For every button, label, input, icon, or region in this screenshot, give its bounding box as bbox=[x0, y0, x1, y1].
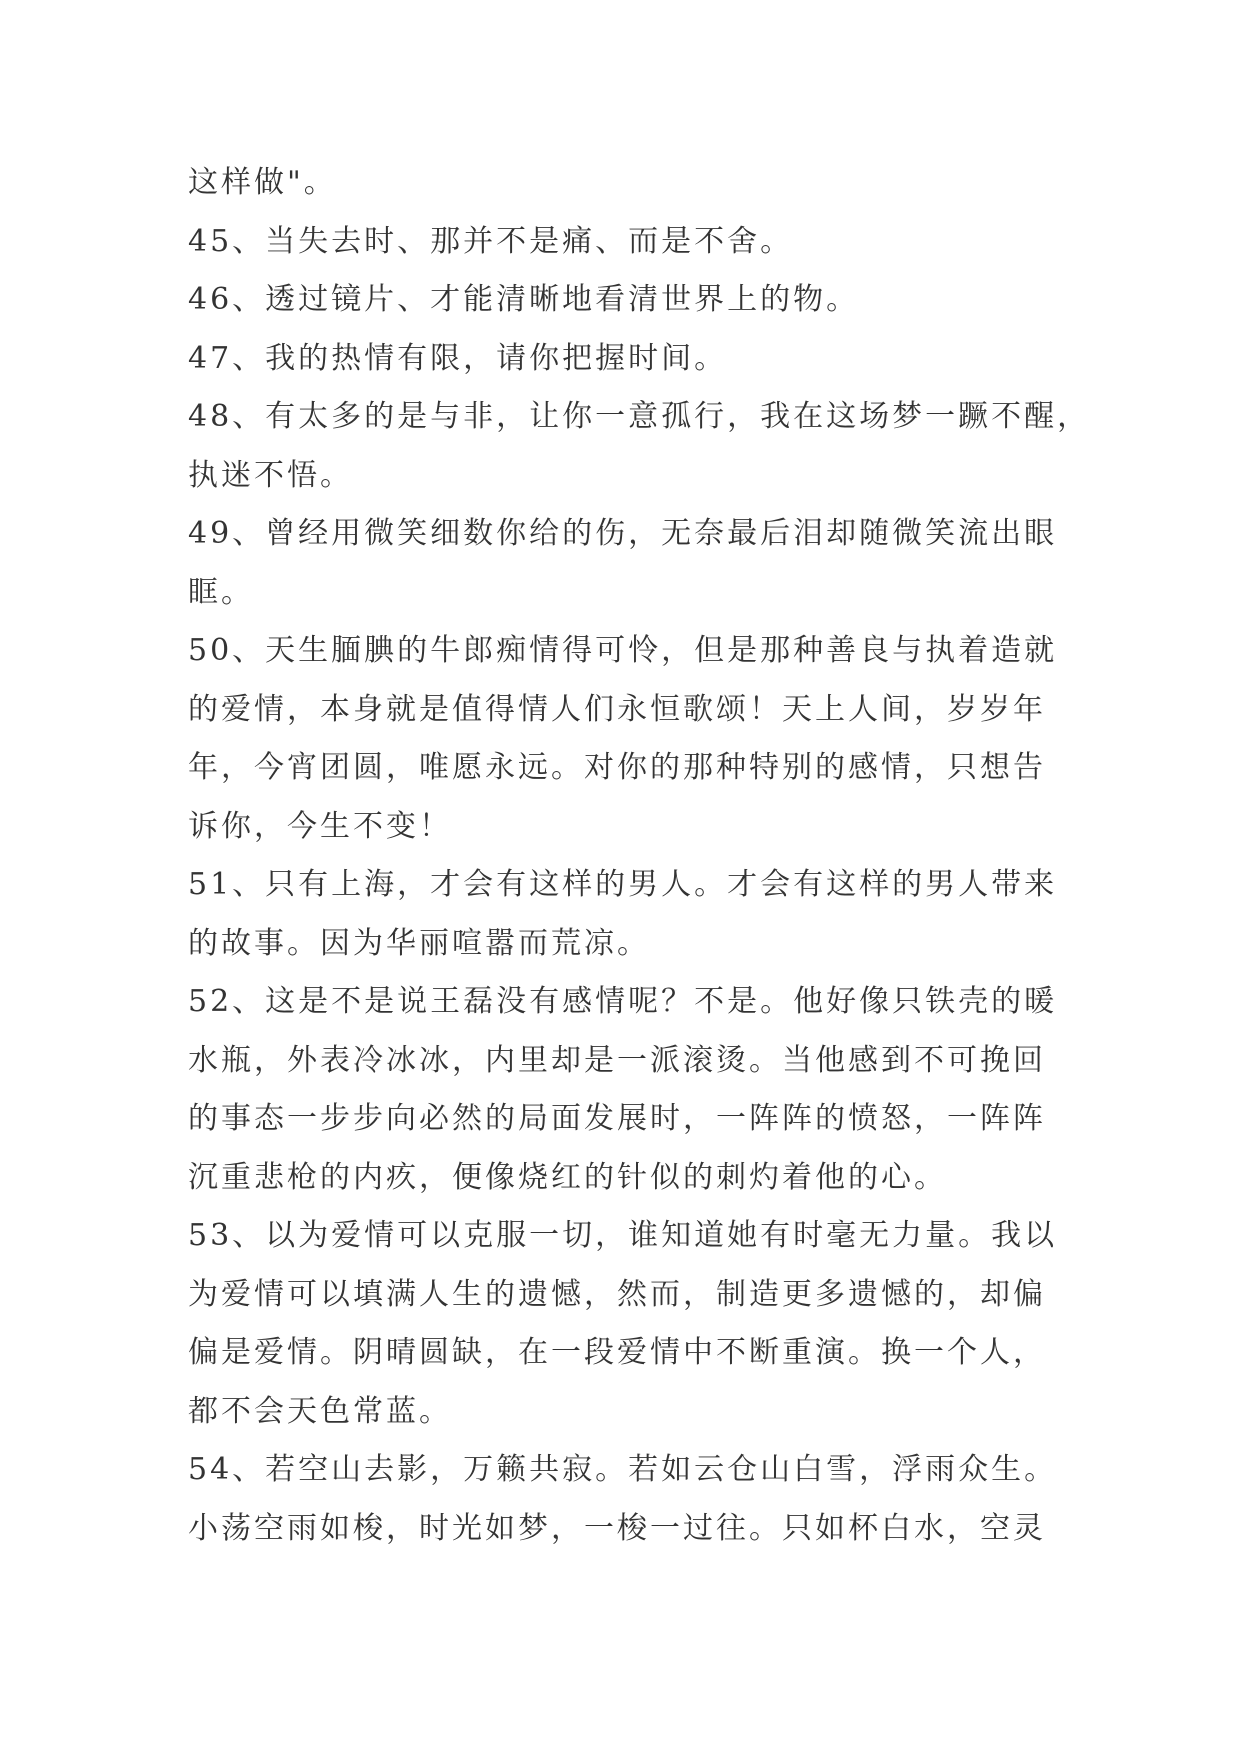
text-line: 54、若空山去影，万籁共寂。若如云仓山白雪，浮雨众生。 bbox=[188, 1452, 1058, 1487]
text-line: 51、只有上海，才会有这样的男人。才会有这样的男人带来 bbox=[188, 867, 1058, 902]
text-line: 诉你，今生不变！ bbox=[188, 808, 452, 844]
text-line: 46、透过镜片、才能清晰地看清世界上的物。 bbox=[188, 282, 860, 317]
text-line: 53、以为爱情可以克服一切，谁知道她有时毫无力量。我以 bbox=[188, 1218, 1058, 1253]
document-text bbox=[188, 154, 1091, 1558]
text-line: 的爱情，本身就是值得情人们永恒歌颂！天上人间，岁岁年 bbox=[188, 691, 1046, 727]
text-line: 眶。 bbox=[188, 574, 254, 610]
text-line: 为爱情可以填满人生的遗憾，然而，制造更多遗憾的，却偏 bbox=[188, 1276, 1046, 1312]
text-line: 都不会天色常蓝。 bbox=[188, 1393, 452, 1429]
text-line: 这样做"。 bbox=[188, 165, 337, 200]
text-line: 的事态一步步向必然的局面发展时，一阵阵的愤怒，一阵阵 bbox=[188, 1101, 1046, 1136]
text-line: 偏是爱情。阴晴圆缺，在一段爱情中不断重演。换一个人， bbox=[188, 1335, 1046, 1370]
text-line: 小荡空雨如梭，时光如梦，一梭一过往。只如杯白水，空灵 bbox=[188, 1510, 1046, 1546]
text-line: 52、这是不是说王磊没有感情呢？不是。他好像只铁壳的暖 bbox=[188, 984, 1058, 1019]
text-line: 的故事。因为华丽喧嚣而荒凉。 bbox=[188, 925, 650, 961]
text-line: 沉重悲枪的内疚，便像烧红的针似的刺灼着他的心。 bbox=[188, 1159, 947, 1195]
text-line: 水瓶，外表冷冰冰，内里却是一派滚烫。当他感到不可挽回 bbox=[188, 1042, 1046, 1078]
text-line: 50、天生腼腆的牛郎痴情得可怜，但是那种善良与执着造就 bbox=[188, 633, 1058, 668]
text-line: 45、当失去时、那并不是痛、而是不舍。 bbox=[188, 223, 794, 259]
text-line: 48、有太多的是与非，让你一意孤行，我在这场梦一蹶不醒， bbox=[188, 399, 1091, 434]
text-line: 年，今宵团圆，唯愿永远。对你的那种特别的感情，只想告 bbox=[188, 750, 1046, 785]
text-line: 执迷不悟。 bbox=[188, 457, 353, 493]
text-line: 47、我的热情有限，请你把握时间。 bbox=[188, 340, 728, 376]
text-line: 49、曾经用微笑细数你给的伤，无奈最后泪却随微笑流出眼 bbox=[188, 516, 1058, 551]
